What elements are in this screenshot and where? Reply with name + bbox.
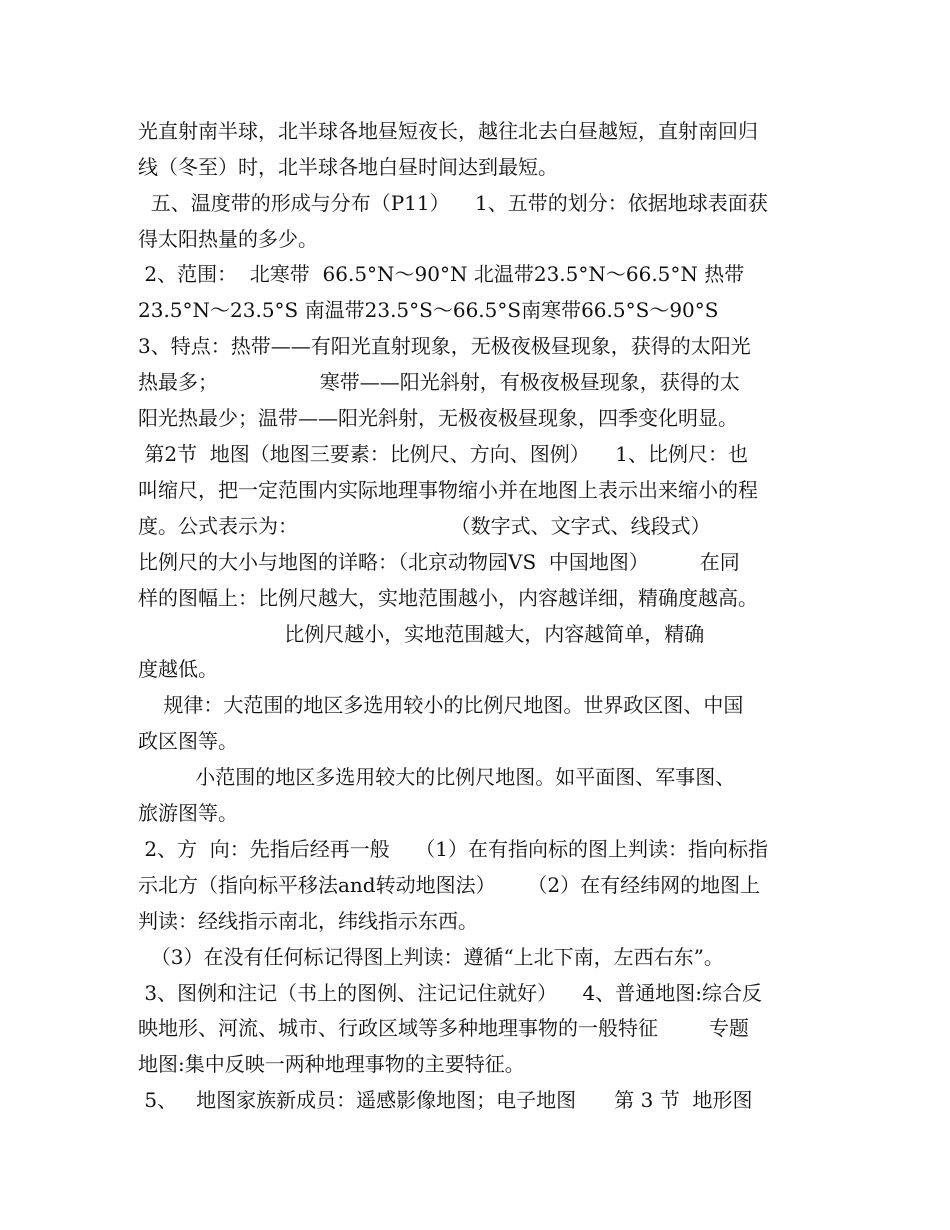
text-line-13: 比例尺的大小与地图的详略：（北京动物园VS 中国地图） 在同	[138, 550, 740, 574]
text-line-28: 5、 地图家族新成员：遥感影像地图；电子地图 第 3 节 地形图	[138, 1088, 753, 1112]
text-line-21: 2、方 向：先指后经再一般 （1）在有指向标的图上判读：指向标指	[138, 837, 768, 861]
text-line-15: 比例尺越小，实地范围越大，内容越简单，精确	[138, 622, 705, 646]
text-line-1: 光直射南半球，北半球各地昼短夜长，越往北去白昼越短，直射南回归	[138, 119, 758, 143]
text-line-7: 3、特点：热带——有阳光直射现象，无极夜极昼现象，获得的太阳光	[138, 334, 751, 358]
text-line-11: 叫缩尺，把一定范围内实际地理事物缩小并在地图上表示出来缩小的程	[138, 478, 758, 502]
text-line-17: 规律：大范围的地区多选用较小的比例尺地图。世界政区图、中国	[138, 693, 744, 717]
text-line-8: 热最多； 寒带——阳光斜射，有极夜极昼现象，获得的太	[138, 370, 740, 394]
text-line-24: （3）在没有任何标记得图上判读：遵循“上北下南，左西右东”。	[138, 945, 724, 969]
text-line-20: 旅游图等。	[138, 801, 238, 825]
text-line-19: 小范围的地区多选用较大的比例尺地图。如平面图、军事图、	[138, 765, 736, 789]
text-line-16: 度越低。	[138, 657, 218, 681]
text-line-6: 23.5°N～23.5°S 南温带23.5°S～66.5°S南寒带66.5°S～90°S	[138, 298, 719, 322]
text-line-14: 样的图幅上：比例尺越大，实地范围越小，内容越详细，精确度越高。	[138, 586, 758, 610]
text-line-10: 第2节 地图（地图三要素：比例尺、方向、图例） 1、比例尺：也	[138, 442, 748, 466]
text-line-25: 3、图例和注记（书上的图例、注记记住就好） 4、普通地图:综合反	[138, 981, 762, 1005]
text-line-3: 五、温度带的形成与分布（P11） 1、五带的划分：依据地球表面获	[138, 191, 768, 215]
text-line-12: 度。公式表示为： （数字式、文字式、线段式）	[138, 514, 711, 538]
text-line-26: 映地形、河流、城市、行政区域等多种地理事物的一般特征 专题	[138, 1016, 749, 1040]
text-line-2: 线（冬至）时，北半球各地白昼时间达到最短。	[138, 155, 558, 179]
text-line-4: 得太阳热量的多少。	[138, 227, 318, 251]
text-line-5: 2、范围： 北寒带 66.5°N～90°N 北温带23.5°N～66.5°N 热带	[138, 262, 745, 286]
text-line-18: 政区图等。	[138, 729, 238, 753]
text-line-22: 示北方（指向标平移法and转动地图法） （2）在有经纬网的地图上	[138, 873, 761, 897]
text-line-9: 阳光热最少；温带——阳光斜射，无极夜极昼现象，四季变化明显。	[138, 406, 738, 430]
text-line-23: 判读：经线指示南北，纬线指示东西。	[138, 909, 478, 933]
text-line-27: 地图:集中反映一两种地理事物的主要特征。	[138, 1052, 525, 1076]
